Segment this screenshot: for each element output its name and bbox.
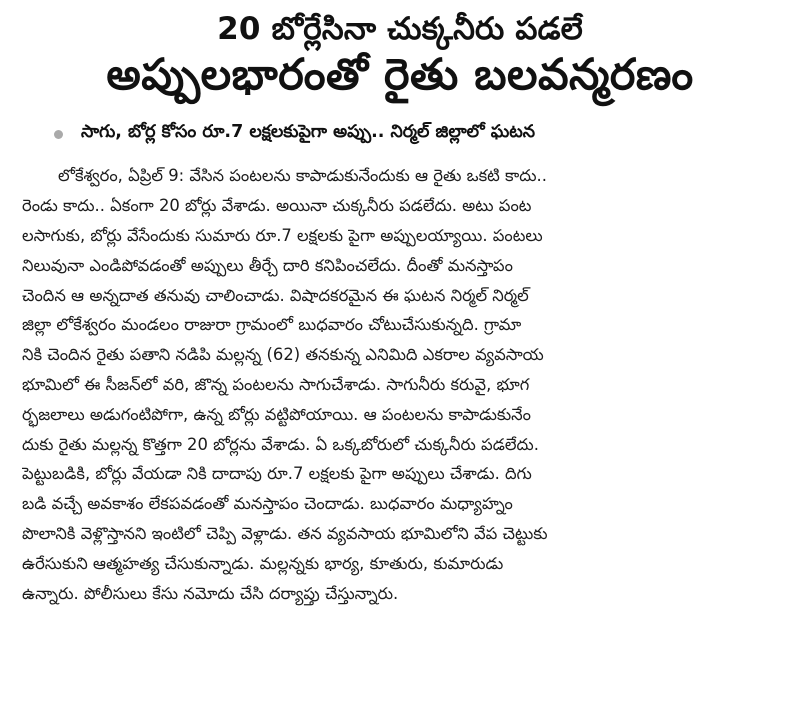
subhead-text: సాగు, బోర్ల కోసం రూ.7 లక్షలకుపైగా అప్పు.. నిర్మల్ జిల్లాలో ఘటన: [81, 122, 536, 143]
body-line: లసాగుకు, బోర్లు వేసేందుకు సుమారు రూ.7 లక్షలకు పైగా అప్పులయ్యాయి. పంటలు: [22, 225, 543, 245]
body-line: జిల్లా లోకేశ్వరం మండలం రాజురా గ్రామంలో బుధవారం చోటుచేసుకున్నది. గ్రామా: [22, 315, 522, 335]
body-line: లోకేశ్వరం, ఏప్రిల్ 9: వేసిన పంటలను కాపాడుకునేందుకు ఆ రైతు ఒకటి కాదు..: [58, 166, 547, 186]
body-line: దుకు రైతు మల్లన్న కొత్తగా 20 బోర్లను వేశాడు. ఏ ఒక్కబోరులో చుక్కనీరు పడలేదు.: [22, 434, 539, 454]
body-line: బడి వచ్చే అవకాశం లేకపవడంతో మనస్తాపం చెందాడు. బుధవారం మధ్యాహ్నం: [22, 494, 513, 514]
subhead: [22, 121, 778, 147]
body-line: రెండు కాదు.. ఏకంగా 20 బోర్లు వేశాడు. అయినా చుక్కనీరు పడలేదు. అటు పంట: [22, 196, 532, 216]
body-line: చెందిన ఆ అన్నదాత తనువు చాలించాడు. విషాదకరమైన ఈ ఘటన నిర్మల్ నిర్మల్: [22, 285, 529, 305]
main-headline: అప్పులభారంతో రైతు బలవన్మరణం: [106, 50, 694, 101]
body-line: నికి చెందిన రైతు పతాని నడిపి మల్లన్న (62) తనకున్న ఎనిమిది ఎకరాల వ్యవసాయ: [22, 345, 544, 365]
article-body: [22, 161, 778, 608]
body-line: ఉన్నారు. పోలీసులు కేసు నమోదు చేసి దర్యాప్తు చేస్తున్నారు.: [22, 583, 399, 603]
body-line: ఉరేసుకుని ఆత్మహత్య చేసుకున్నాడు. మల్లన్నకు భార్య, కూతురు, కుమారుడు: [22, 553, 504, 573]
bullet-icon: [54, 130, 63, 139]
kicker-headline: 20 బోర్లేసినా చుక్కనీరు పడలే: [217, 11, 583, 47]
body-line: ర్భజలాలు అడుగంటిపోగా, ఉన్న బోర్లు వట్టిపోయాయి. ఆ పంటలను కాపాడుకునేం: [22, 404, 531, 424]
body-line: నిలువునా ఎండిపోవడంతో అప్పులు తీర్చే దారి కనిపించలేదు. దీంతో మనస్తాపం: [22, 255, 513, 275]
body-line: పొలానికి వెళ్లొస్తానని ఇంటిలో చెప్పి వెళ్లాడు. తన వ్యవసాయ భూమిలోని వేప చెట్టుకు: [22, 523, 548, 543]
body-line: భూమిలో ఈ సీజన్‌లో వరి, జొన్న పంటలను సాగుచేశాడు. సాగునీరు కరువై, భూగ: [22, 374, 530, 394]
body-line: పెట్టుబడికి, బోర్లు వేయడా నికి దాదాపు రూ.7 లక్షలకు పైగా అప్పులు చేశాడు. దిగు: [22, 464, 532, 484]
